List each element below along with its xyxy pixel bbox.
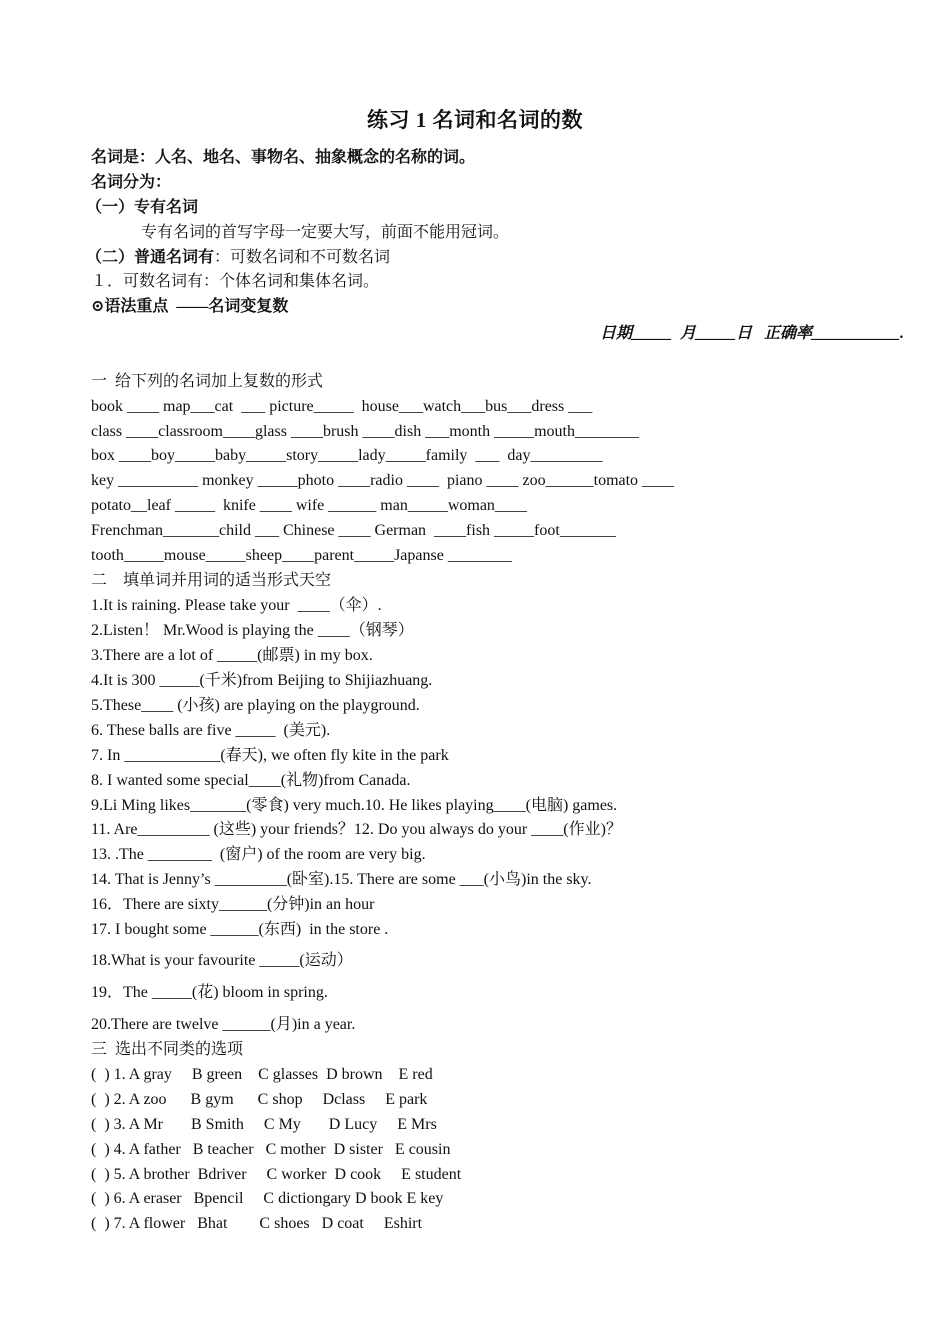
section3-question: ( ) 2. A zoo B gym C shop Dclass E park	[91, 1091, 428, 1108]
date-score-line: 日期_____ 月_____日 正确率___________.	[599, 325, 904, 342]
section2-question: 4.It is 300 _____(千米)from Beijing to Shijiazhuang.	[91, 672, 433, 689]
section2-question: 1.It is raining. Please take your ____（伞）.	[91, 597, 382, 614]
section3-question: ( ) 4. A father B teacher C mother D sister E cousin	[91, 1141, 451, 1158]
noun-definition: 名词是：人名、地名、事物名、抽象概念的名称的词。	[91, 149, 476, 166]
common-noun-line	[86, 248, 390, 268]
section3-question: ( ) 3. A Mr B Smith C My D Lucy E Mrs	[91, 1116, 437, 1133]
section2-heading: 二 填单词并用词的适当形式天空	[91, 572, 332, 589]
section1-line: book ____ map___cat ___ picture_____ house___watch___bus___dress ___	[91, 398, 593, 415]
section1-heading: 一 给下列的名词加上复数的形式	[91, 373, 324, 390]
section2-question: 13. .The ________ (窗户) of the room are very big.	[91, 846, 426, 863]
noun-types-label: 名词分为：	[91, 174, 172, 191]
section2-question: 9.Li Ming likes_______(零食) very much.10. He likes playing____(电脑) games.	[91, 797, 618, 814]
countable-noun-line: １．可数名词有：个体名词和集体名词。	[91, 273, 380, 290]
section2-question: 18.What is your favourite _____(运动）	[91, 952, 353, 969]
section2-question: 2.Listen！ Mr.Wood is playing the ____（钢琴）	[91, 622, 414, 639]
proper-noun-heading: （一）专有名词	[86, 199, 199, 216]
section3-question: ( ) 1. A gray B green C glasses D brown E red	[91, 1066, 433, 1083]
section1-line: class ____classroom____glass ____brush ____dish ___month _____mouth________	[91, 423, 639, 440]
common-noun-heading: （二）普通名词有	[86, 249, 215, 266]
section2-question: 5.These____ (小孩) are playing on the playground.	[91, 697, 420, 714]
section2-question: 16．There are sixty______(分钟)in an hour	[91, 896, 375, 913]
section1-line: Frenchman_______child ___ Chinese ____ German ____fish _____foot_______	[91, 522, 616, 539]
proper-noun-desc: 专有名词的首写字母一定要大写，前面不能用冠词。	[141, 224, 510, 241]
section3-question: ( ) 6. A eraser Bpencil C dictiongary D book E key	[91, 1190, 444, 1207]
section1-line: potato__leaf _____ knife ____ wife ______ man_____woman____	[91, 497, 527, 514]
section1-line: tooth_____mouse_____sheep____parent_____Japanse ________	[91, 547, 512, 564]
page-title: 练习 1 名词和名词的数	[367, 108, 583, 132]
section2-question: 3.There are a lot of _____(邮票) in my box.	[91, 647, 373, 664]
section1-line: box ____boy_____baby_____story_____lady_____family ___ day_________	[91, 447, 603, 464]
section2-question: 7. In ____________(春天), we often fly kite in the park	[91, 747, 449, 764]
section3-heading: 三 选出不同类的选项	[91, 1041, 244, 1058]
section2-question: 6. These balls are five _____ (美元).	[91, 722, 331, 739]
section2-question: 14. That is Jenny’s _________(卧室).15. There are some ___(小鸟)in the sky.	[91, 871, 592, 888]
section3-question: ( ) 7. A flower Bhat C shoes D coat Eshirt	[91, 1215, 423, 1232]
section2-question: 11. Are_________ (这些) your friends？12. Do you always do your ____(作业)？	[91, 821, 622, 838]
section2-question: 17. I bought some ______(东西) in the store .	[91, 921, 389, 938]
section2-question: 19．The _____(花) bloom in spring.	[91, 984, 328, 1001]
grammar-focus: ⊙语法重点 ——名词变复数	[91, 298, 289, 315]
common-noun-desc: ：可数名词和不可数名词	[214, 249, 391, 266]
section1-line: key __________ monkey _____photo ____radio ____ piano ____ zoo______tomato ____	[91, 472, 675, 489]
section3-question: ( ) 5. A brother Bdriver C worker D cook E student	[91, 1166, 462, 1183]
section2-question: 8. I wanted some special____(礼物)from Canada.	[91, 772, 411, 789]
section2-question: 20.There are twelve ______(月)in a year.	[91, 1016, 356, 1033]
